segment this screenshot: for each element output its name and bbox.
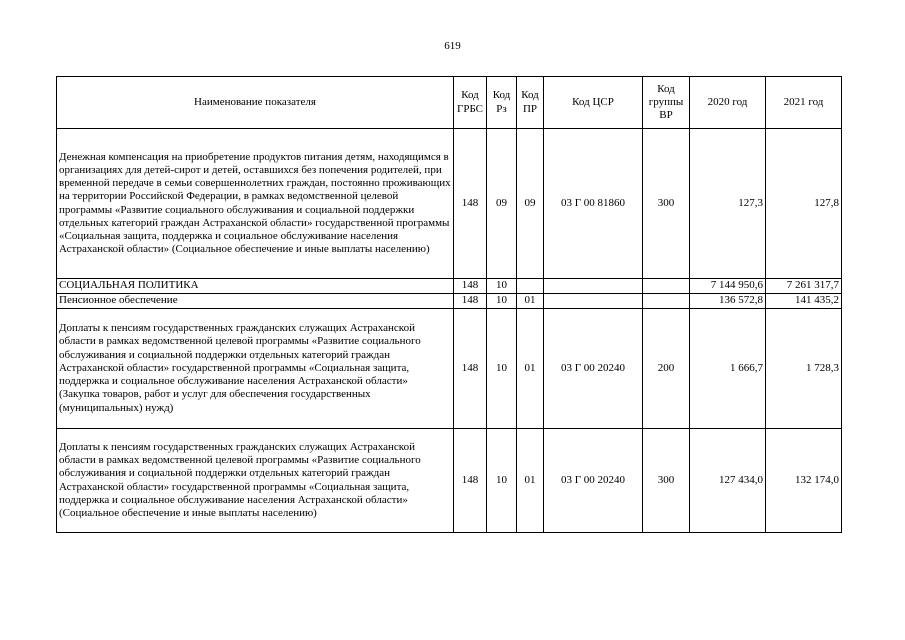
row-pr: 01 — [517, 429, 544, 533]
row-name: Доплаты к пенсиям государственных гражданских служащих Астраханской области в рамках ведомственной целевой программы «Развитие социального обслуживания и социальной поддержки отдельных категорий граждан Астраханской области» государственной программы «Социальная защита, поддержка и социальное обслуживание населения Астраханской области» (Социальное обеспечение и иные выплаты населению) — [57, 429, 454, 533]
row-2021: 7 261 317,7 — [766, 279, 842, 294]
row-2021: 127,8 — [766, 129, 842, 279]
row-2020: 136 572,8 — [690, 294, 766, 309]
row-rz: 10 — [487, 429, 517, 533]
row-rz: 10 — [487, 294, 517, 309]
row-grbs: 148 — [454, 129, 487, 279]
table-row — [57, 279, 842, 294]
row-csr — [544, 294, 643, 309]
header-csr: Код ЦСР — [544, 77, 643, 129]
row-csr: 03 Г 00 20240 — [544, 309, 643, 429]
header-vr: Код группы ВР — [643, 77, 690, 129]
header-2021: 2021 год — [766, 77, 842, 129]
row-rz: 10 — [487, 279, 517, 294]
row-grbs: 148 — [454, 309, 487, 429]
row-pr: 01 — [517, 309, 544, 429]
budget-table — [56, 76, 842, 533]
row-grbs: 148 — [454, 279, 487, 294]
table-header-row — [57, 77, 842, 129]
row-name: СОЦИАЛЬНАЯ ПОЛИТИКА — [57, 279, 454, 294]
row-vr: 300 — [643, 129, 690, 279]
table-row — [57, 294, 842, 309]
row-pr — [517, 279, 544, 294]
table-row — [57, 429, 842, 533]
row-name: Доплаты к пенсиям государственных гражданских служащих Астраханской области в рамках ведомственной целевой программы «Развитие социального обслуживания и социальной поддержки отдельных категорий граждан Астраханской области» государственной программы «Социальная защита, поддержка и социальное обслуживание населения Астраханской области» (Закупка товаров, работ и услуг для обеспечения государственных (муниципальных) нужд) — [57, 309, 454, 429]
row-vr: 200 — [643, 309, 690, 429]
row-2020: 127 434,0 — [690, 429, 766, 533]
header-rz: Код Рз — [487, 77, 517, 129]
header-grbs: Код ГРБС — [454, 77, 487, 129]
row-csr — [544, 279, 643, 294]
row-vr: 300 — [643, 429, 690, 533]
row-pr: 01 — [517, 294, 544, 309]
table-row — [57, 129, 842, 279]
table-row — [57, 309, 842, 429]
row-2021: 132 174,0 — [766, 429, 842, 533]
row-2021: 1 728,3 — [766, 309, 842, 429]
row-name: Пенсионное обеспечение — [57, 294, 454, 309]
row-2020: 127,3 — [690, 129, 766, 279]
row-2020: 7 144 950,6 — [690, 279, 766, 294]
header-name: Наименование показателя — [57, 77, 454, 129]
row-2021: 141 435,2 — [766, 294, 842, 309]
row-name: Денежная компенсация на приобретение продуктов питания детям, находящимся в организациях для детей-сирот и детей, оставшихся без попечения родителей, при временной передаче в семьи совершеннолетних граждан, постоянно проживающих на территории Российской Федерации, в рамках ведомственной целевой программы «Развитие социального обслуживания и социальной поддержки отдельных категорий граждан Астраханской области» государственной программы «Социальная защита, поддержка и социальное обслуживание населения Астраханской области» (Социальное обеспечение и иные выплаты населению) — [57, 129, 454, 279]
row-rz: 09 — [487, 129, 517, 279]
row-csr: 03 Г 00 20240 — [544, 429, 643, 533]
row-grbs: 148 — [454, 429, 487, 533]
row-vr — [643, 294, 690, 309]
row-grbs: 148 — [454, 294, 487, 309]
header-pr: Код ПР — [517, 77, 544, 129]
row-pr: 09 — [517, 129, 544, 279]
row-vr — [643, 279, 690, 294]
page-number: 619 — [444, 40, 461, 52]
row-2020: 1 666,7 — [690, 309, 766, 429]
header-2020: 2020 год — [690, 77, 766, 129]
row-csr: 03 Г 00 81860 — [544, 129, 643, 279]
row-rz: 10 — [487, 309, 517, 429]
